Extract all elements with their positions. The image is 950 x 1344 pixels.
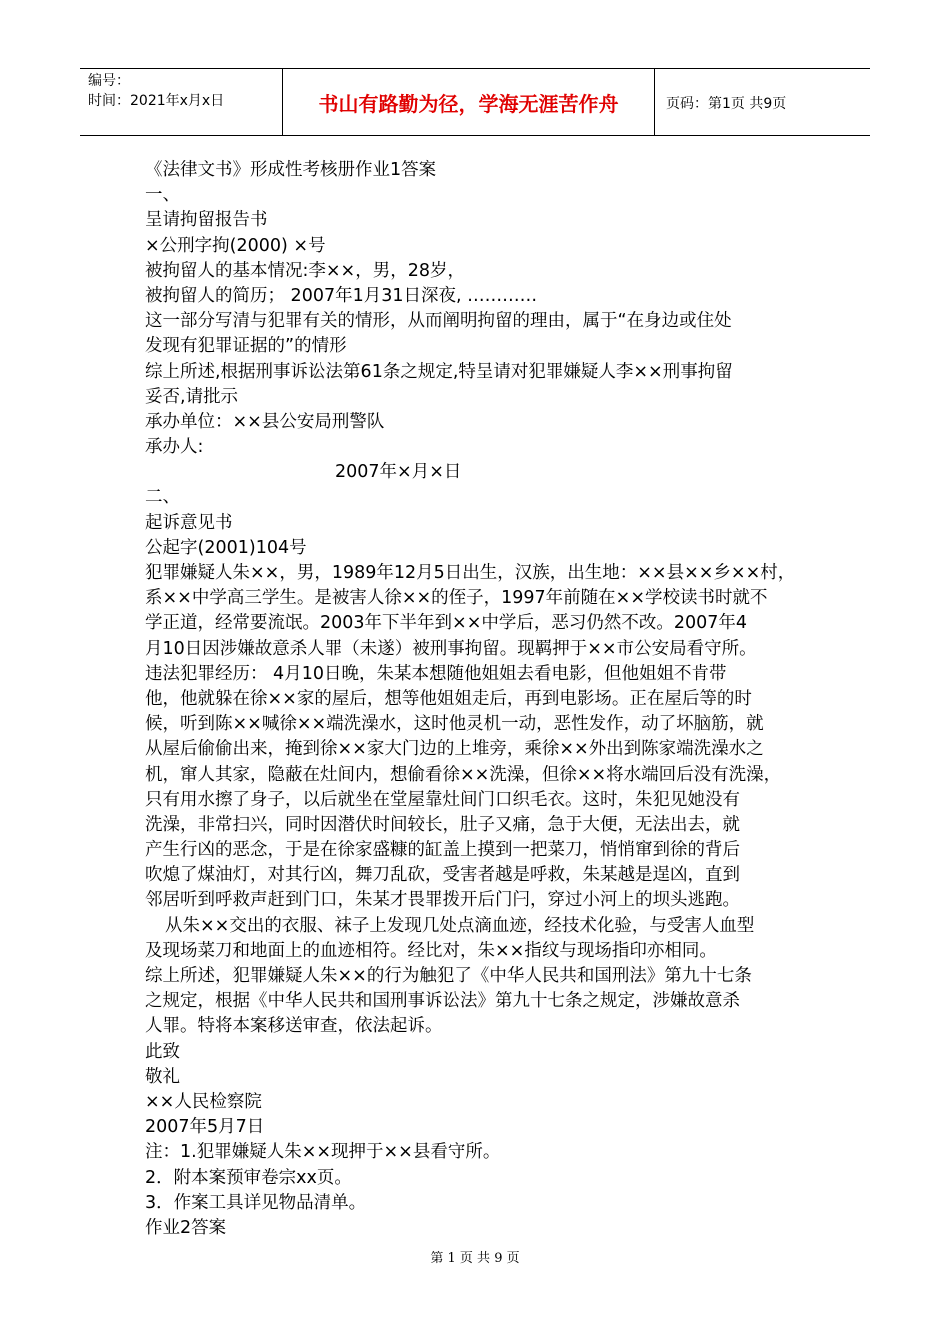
page-footer: 第 1 页 共 9 页 [430,1251,520,1266]
section-title: 呈请拘留报告书 [145,210,268,231]
text-line: ×公刑字拘(2000) ×号 [145,235,326,256]
text-line: 从屋后偷偷出来，掩到徐××家大门边的上堆旁，乘徐××外出到陈家端洗澡水之 [145,739,764,760]
text-line: 这一部分写清与犯罪有关的情形，从而阐明拘留的理由，属于“在身边或住处 [145,311,732,332]
page-header [80,68,870,136]
text-line: 被拘留人的基本情况:李××，男，28岁， [145,260,465,281]
text-line: 吹熄了煤油灯，对其行凶，舞刀乱砍，受害者越是呼救，朱某越是逞凶，直到 [145,865,740,886]
text-line: 承办单位：××县公安局刑警队 [145,411,385,432]
text-line: 综上所述，犯罪嫌疑人朱××的行为触犯了《中华人民共和国刑法》第九十七条 [145,966,752,986]
text-line: 人罪。特将本案移送审查，依法起诉。 [145,1016,443,1037]
text-line: ××人民检察院 [145,1091,262,1112]
text-line: 候，听到陈××喊徐××端洗澡水，这时他灵机一动，恶性发作，动了坏脑筋，就 [145,714,764,735]
text-line: 犯罪嫌疑人朱××，男，1989年12月5日出生，汉族，出生地：××县××乡××村， [145,563,796,583]
document-number: 编号： [88,73,130,89]
text-line: 机，窜人其家，隐蔽在灶间内，想偷看徐××洗澡，但徐××将水端回后没有洗澡， [145,764,782,785]
note-line: 注：1.犯罪嫌疑人朱××现押于××县看守所。 [145,1142,501,1163]
text-line: 他，他就躲在徐××家的屋后，想等他姐姐走后，再到电影场。正在屋后等的时 [145,688,752,709]
text-line: 被拘留人的简历； 2007年1月31日深夜, ………… [145,285,538,306]
text-line: 承办人: [145,437,204,458]
document-body [145,158,825,1241]
note-line: 2．附本案预审卷宗xx页。 [145,1167,352,1188]
text-line: 系××中学高三学生。是被害人徐××的侄子，1997年前随在××学校读书时就不 [145,588,768,609]
text-line: 月10日因涉嫌故意杀人罪（未遂）被刑事拘留。现羁押于××市公安局看守所。 [145,638,757,659]
header-bottom-rule [80,135,870,136]
text-line: 产生行凶的恶念，于是在徐家盛糠的缸盖上摸到一把菜刀，悄悄窜到徐的背后 [145,840,740,861]
header-top-rule [80,68,870,69]
document-title: 《法律文书》形成性考核册作业1答案 [145,160,437,180]
text-line: 发现有犯罪证据的”的情形 [145,336,347,357]
header-meta [88,71,224,111]
text-line: 及现场菜刀和地面上的血迹相符。经比对，朱××指纹与现场指印亦相同。 [145,940,717,961]
date-line: 2007年×月×日 [335,462,462,483]
text-line: 只有用水擦了身子，以后就坐在堂屋靠灶间门口织毛衣。这时，朱犯见她没有 [145,789,740,810]
text-line: 违法犯罪经历： 4月10日晚，朱某本想随他姐姐去看电影，但他姐姐不肯带 [145,663,727,684]
text-line: 此致 [145,1041,180,1062]
header-divider-right [654,68,655,136]
note-line: 3．作案工具详见物品清单。 [145,1192,367,1213]
text-line: 学正道，经常要流氓。2003年下半年到××中学后，恶习仍然不改。2007年4 [145,613,748,634]
text-line: 公起字(2001)104号 [145,537,307,558]
section-number: 一、 [145,185,180,206]
header-motto: 书山有路勤为径，学海无涯苦作舟 [318,92,619,116]
text-line: 邻居听到呼救声赶到门口，朱某才畏罪拨开后门闩，穿过小河上的坝头逃跑。 [145,890,740,911]
text-line: 妥否,请批示 [145,386,239,407]
text-line: 从朱××交出的衣服、袜子上发现几处点滴血迹，经技术化验，与受害人血型 [165,915,755,936]
text-line: 综上所述,根据刑事诉讼法第61条之规定,特呈请对犯罪嫌疑人李××刑事拘留 [145,361,733,382]
header-page-info: 页码：第1页 共9页 [666,96,787,112]
text-line: 之规定，根据《中华人民共和国刑事诉讼法》第九十七条之规定，涉嫌故意杀 [145,991,740,1012]
date-line: 2007年5月7日 [145,1117,265,1138]
text-line: 洗澡，非常扫兴，同时因潜伏时间较长，肚子又痛，急于大便，无法出去，就 [145,814,740,835]
section-title: 起诉意见书 [145,512,233,533]
section-title: 作业2答案 [145,1217,227,1238]
text-line: 敬礼 [145,1066,180,1087]
document-time: 时间：2021年x月x日 [88,93,225,109]
section-number: 二、 [145,487,180,508]
